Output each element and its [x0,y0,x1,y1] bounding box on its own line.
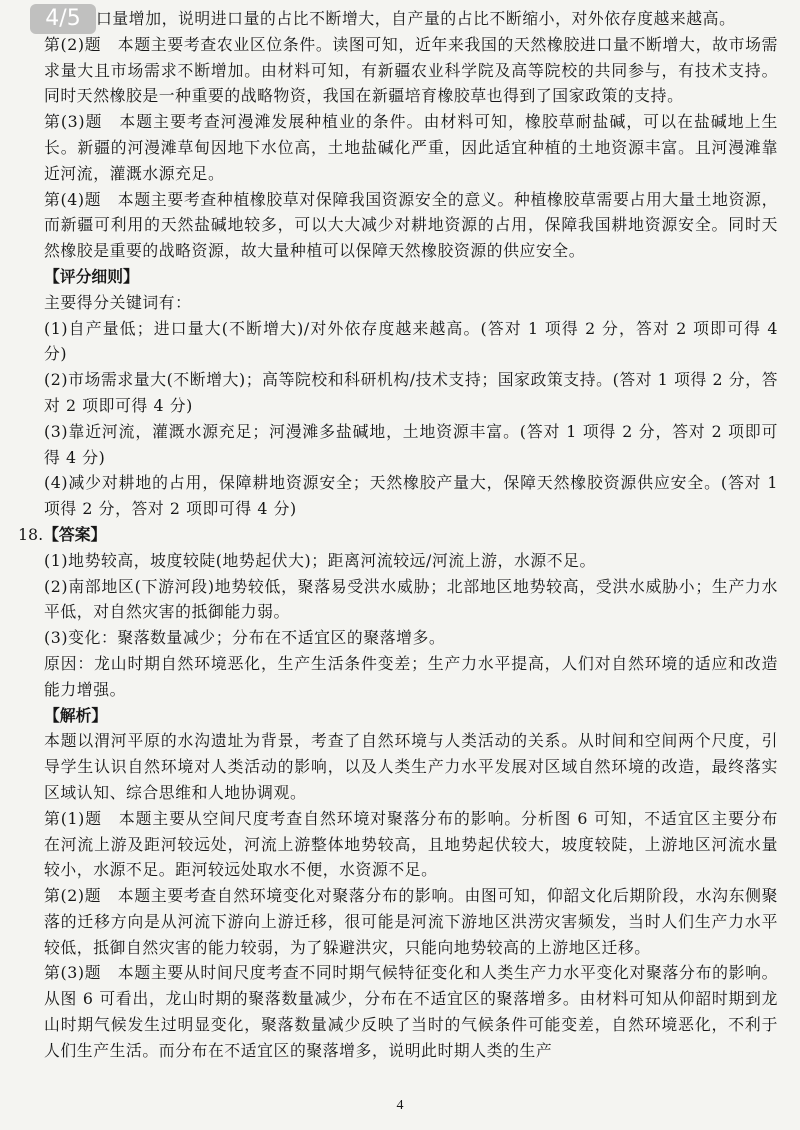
question-number: 18. [18,524,44,544]
paragraph-q1-end: 口量增加，说明进口量的占比不断增大，自产量的占比不断缩小，对外依存度越来越高。 [96,9,736,28]
analysis-q2: 第(2)题 本题主要考查自然环境变化对聚落分布的影响。由图可知，仰韶文化后期阶段，水沟东侧聚落的迁移方向是从河流下游向上游迁移，很可能是河流下游地区洪涝灾害频发，当时人们生产力水平较低，抵御自然灾害的能力较弱，为了躲避洪灾，只能向地势较高的上游地区迁移。 [44,886,778,957]
scoring-item-3: (3)靠近河流，灌溉水源充足；河漫滩多盐碱地，土地资源丰富。(答对 1 项得 2 分，答对 2 项即可得 4 分) [44,421,778,467]
paragraph-q2-analysis: 第(2)题 本题主要考查农业区位条件。读图可知，近年来我国的天然橡胶进口量不断增大，故市场需求量大且市场需求不断增加。由材料可知，有新疆农业科学院及高等院校的共同参与，有技术支持。同时天然橡胶是一种重要的战略物资，我国在新疆培育橡胶草也得到了国家政策的支持。 [44,34,778,106]
analysis-q3: 第(3)题 本题主要从时间尺度考查不同时期气候特征变化和人类生产力水平变化对聚落分布的影响。从图 6 可看出，龙山时期的聚落数量减少，分布在不适宜区的聚落增多。由材料可知从仰韶时期到龙山时期气候发生过明显变化，聚落数量减少反映了当时的气候条件可能变差，自然环境恶化，不利于人们生产生活。而分布在不适宜区的聚落增多，说明此时期人类的生产 [44,963,778,1060]
paragraph-q4-analysis: 第(4)题 本题主要考查种植橡胶草对保障我国资源安全的意义。种植橡胶草需要占用大量土地资源，而新疆可利用的天然盐碱地较多，可以大大减少对耕地资源的占用，保障我国耕地资源安全。同时天然橡胶是重要的战略资源，故大量种植可以保障天然橡胶资源的供应安全。 [44,189,778,261]
paragraph-q3-analysis: 第(3)题 本题主要考查河漫滩发展种植业的条件。由材料可知，橡胶草耐盐碱，可以在盐碱地上生长。新疆的河漫滩草甸因地下水位高，土地盐碱化严重，因此适宜种植的土地资源丰富。且河漫滩靠近河流，灌溉水源充足。 [44,112,778,183]
scoring-heading: 【评分细则】 [44,266,139,286]
scoring-intro: 主要得分关键词有： [44,292,192,312]
answer-item-3: (3)变化：聚落数量减少；分布在不适宜区的聚落增多。 [44,628,446,648]
answer-item-2: (2)南部地区(下游河段)地势较低，聚落易受洪水威胁；北部地区地势较高，受洪水威胁小；生产力水平低，对自然灾害的抵御能力弱。 [44,576,778,622]
analysis-heading: 【解析】 [44,705,108,725]
answer-heading: 【答案】 [43,524,107,544]
question-18-header [0,522,800,548]
answer-item-1: (1)地势较高，坡度较陡(地势起伏大)；距离河流较远/河流上游，水源不足。 [44,550,596,570]
scoring-item-1: (1)自产量低；进口量大(不断增大)/对外依存度越来越高。(答对 1 项得 2 分，答对 2 项即可得 4 分) [44,318,778,364]
page-indicator-badge: 4/5 [30,4,96,34]
analysis-q1: 第(1)题 本题主要从空间尺度考查自然环境对聚落分布的影响。分析图 6 可知，不适宜区主要分布在河流上游及距河较远处，河流上游整体地势较高，且地势起伏较大，坡度较陡，上游地区河流水量较小，水源不足。距河较远处取水不便，水资源不足。 [44,808,778,880]
page-number: 4 [396,1098,404,1113]
scoring-item-2: (2)市场需求量大(不断增大)；高等院校和科研机构/技术支持；国家政策支持。(答对 1 项得 2 分，答对 2 项即可得 4 分) [44,370,778,415]
scoring-item-4: (4)减少对耕地的占用，保障耕地资源安全；天然橡胶产量大，保障天然橡胶资源供应安全。(答对 1 项得 2 分，答对 2 项即可得 4 分) [44,473,778,519]
page-content [0,6,800,1064]
answer-item-3-reason: 原因：龙山时期自然环境恶化，生产生活条件变差；生产力水平提高，人们对自然环境的适应和改造能力增强。 [44,653,778,699]
analysis-intro: 本题以渭河平原的水沟遗址为背景，考查了自然环境与人类活动的关系。从时间和空间两个尺度，引导学生认识自然环境对人类活动的影响，以及人类生产力水平发展对区域自然环境的改造，最终落实区域认知、综合思维和人地协调观。 [44,731,778,802]
